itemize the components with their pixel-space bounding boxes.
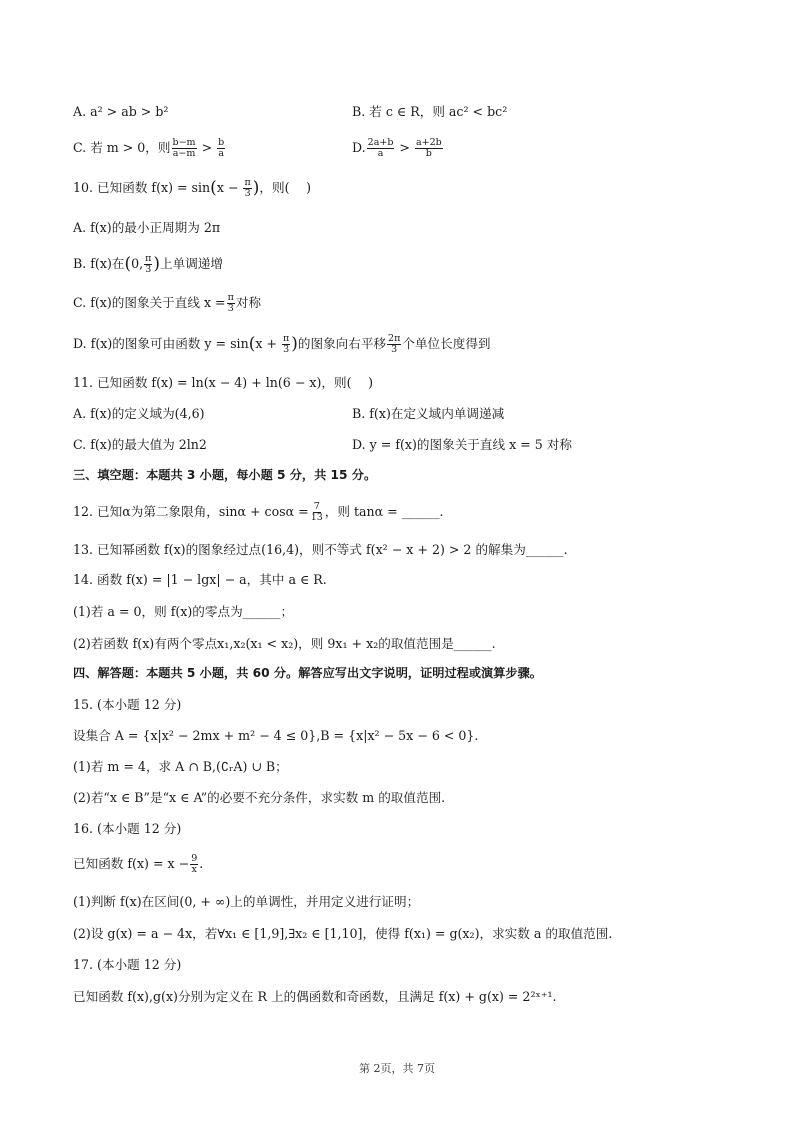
q9-option-d-prefix: D. xyxy=(352,139,366,155)
q10-stem-inner: x − xyxy=(216,179,243,195)
denominator: 3 xyxy=(244,187,251,199)
q10-stem xyxy=(73,178,311,199)
operator: > xyxy=(197,139,217,155)
q12-prefix: 12. 已知α为第二象限角，sinα + cosα = xyxy=(73,503,309,519)
q16-stem xyxy=(73,854,203,875)
q10-stem-prefix: 10. 已知函数 f(x) = sin xyxy=(73,179,211,195)
section-fill-in-heading: 三、填空题：本题共 3 小题，每小题 5 分，共 15 分。 xyxy=(73,468,377,482)
q14-part-2: (2)若函数 f(x)有两个零点x₁,x₂(x₁ < x₂)，则 9x₁ + x₂的取值范围是______. xyxy=(73,636,496,651)
fraction xyxy=(387,334,401,355)
q15-part-1: (1)若 m = 4，求 A ∩ B,(∁ᵣA) ∪ B； xyxy=(73,759,288,774)
q10-option-b-suffix: 上单调递增 xyxy=(160,255,223,271)
numerator: b xyxy=(218,137,225,148)
fraction xyxy=(415,138,443,159)
fraction xyxy=(282,334,290,355)
numerator: π xyxy=(244,177,251,188)
q10-option-d-inner: x + xyxy=(255,335,281,351)
q10-option-b-prefix: B. f(x)在 xyxy=(73,255,125,271)
numerator: b−m xyxy=(172,137,196,148)
q11-option-c: C. f(x)的最大值为 2ln2 xyxy=(73,437,207,452)
operator: > xyxy=(395,139,414,155)
q10-option-d xyxy=(73,334,491,355)
fraction xyxy=(310,502,324,523)
denominator: 3 xyxy=(145,263,152,275)
page-footer: 第 2页，共 7页 xyxy=(359,1062,435,1075)
q16-part-1: (1)判断 f(x)在区间(0, + ∞)上的单调性，并用定义进行证明； xyxy=(73,894,420,909)
numerator: 2a+b xyxy=(367,137,394,148)
fraction xyxy=(144,254,152,275)
numerator: 9 xyxy=(191,853,198,864)
q16-part-2: (2)设 g(x) = a − 4x，若∀x₁ ∈ [1,9],∃x₂ ∈ [1,10]，使得 f(x₁) = g(x₂)，求实数 a 的取值范围. xyxy=(73,926,613,941)
q12-suffix: ，则 tanα = ______. xyxy=(324,503,444,519)
fraction xyxy=(172,138,197,159)
q9-option-b: B. 若 c ∈ R，则 ac² < bc² xyxy=(352,104,508,119)
numerator: a+2b xyxy=(415,137,442,148)
numerator: π xyxy=(227,292,234,303)
left-paren: ( xyxy=(124,253,132,274)
q9-option-a: A. a² > ab > b² xyxy=(73,104,169,119)
q16-stem-prefix: 已知函数 f(x) = x − xyxy=(73,855,190,871)
q17-stem: 已知函数 f(x),g(x)分别为定义在 R 上的偶函数和奇函数，且满足 f(x) + g(x) = 2²ˣ⁺¹. xyxy=(73,989,557,1004)
q10-option-c-suffix: 对称 xyxy=(235,294,262,310)
fraction xyxy=(243,178,251,199)
q14-part-1: (1)若 a = 0，则 f(x)的零点为______； xyxy=(73,604,294,619)
q15-head: 15. (本小题 12 分) xyxy=(73,697,182,712)
q10-option-a: A. f(x)的最小正周期为 2π xyxy=(73,220,221,235)
q10-option-b xyxy=(73,254,223,275)
denominator: 13 xyxy=(310,511,323,523)
left-paren: ( xyxy=(210,177,217,198)
denominator: 3 xyxy=(227,302,234,314)
q12 xyxy=(73,502,444,523)
denominator: a xyxy=(218,147,224,159)
q11-option-b: B. f(x)在定义域内单调递减 xyxy=(352,406,505,421)
left-paren: ( xyxy=(248,333,256,354)
q9-option-d xyxy=(352,138,444,159)
denominator: x xyxy=(191,863,197,875)
q15-part-2: (2)若“x ∈ B”是“x ∈ A”的必要不充分条件，求实数 m 的取值范围. xyxy=(73,790,446,805)
q11-option-d: D. y = f(x)的图象关于直线 x = 5 对称 xyxy=(352,437,572,452)
fraction xyxy=(227,293,235,314)
q10-stem-suffix: ，则( ) xyxy=(259,179,311,195)
q10-option-b-inner: 0, xyxy=(131,255,144,271)
denominator: 3 xyxy=(283,343,290,355)
q10-option-d-prefix: D. f(x)的图象可由函数 y = sin xyxy=(73,335,249,351)
q17-head: 17. (本小题 12 分) xyxy=(73,957,182,972)
fraction xyxy=(367,138,395,159)
fraction xyxy=(217,138,225,159)
q9-option-c-prefix: C. 若 m > 0，则 xyxy=(73,139,171,155)
q13: 13. 已知幂函数 f(x)的图象经过点(16,4)，则不等式 f(x² − x + 2) > 2 的解集为______. xyxy=(73,542,568,557)
q10-option-c xyxy=(73,293,261,314)
q9-option-c xyxy=(73,138,226,159)
right-paren: ) xyxy=(291,333,298,354)
numerator: 7 xyxy=(313,501,320,512)
q15-stem: 设集合 A = {x|x² − 2mx + m² − 4 ≤ 0},B = {x|x² − 5x − 6 < 0}. xyxy=(73,728,479,743)
q16-head: 16. (本小题 12 分) xyxy=(73,821,182,836)
right-paren: ) xyxy=(153,253,161,274)
fraction xyxy=(190,854,198,875)
right-paren: ) xyxy=(252,177,260,198)
numerator: 2π xyxy=(388,333,401,344)
q14-stem: 14. 函数 f(x) = |1 − lgx| − a，其中 a ∈ R. xyxy=(73,572,327,587)
numerator: π xyxy=(283,333,290,344)
denominator: 3 xyxy=(391,343,398,355)
q10-option-d-mid: 的图象向右平移 xyxy=(297,335,387,351)
q10-option-c-prefix: C. f(x)的图象关于直线 x = xyxy=(73,294,226,310)
denominator: a xyxy=(377,147,384,159)
q11-stem: 11. 已知函数 f(x) = ln(x − 4) + ln(6 − x)，则( ) xyxy=(73,375,374,390)
numerator: π xyxy=(145,253,152,264)
denominator: a−m xyxy=(172,147,196,159)
q11-option-a: A. f(x)的定义域为(4,6) xyxy=(73,406,205,421)
denominator: b xyxy=(425,147,432,159)
q16-stem-suffix: . xyxy=(199,855,204,871)
q10-option-d-suffix: 个单位长度得到 xyxy=(402,335,491,351)
section-solution-heading: 四、解答题：本题共 5 小题，共 60 分。解答应写出文字说明，证明过程或演算步骤。 xyxy=(73,666,542,680)
